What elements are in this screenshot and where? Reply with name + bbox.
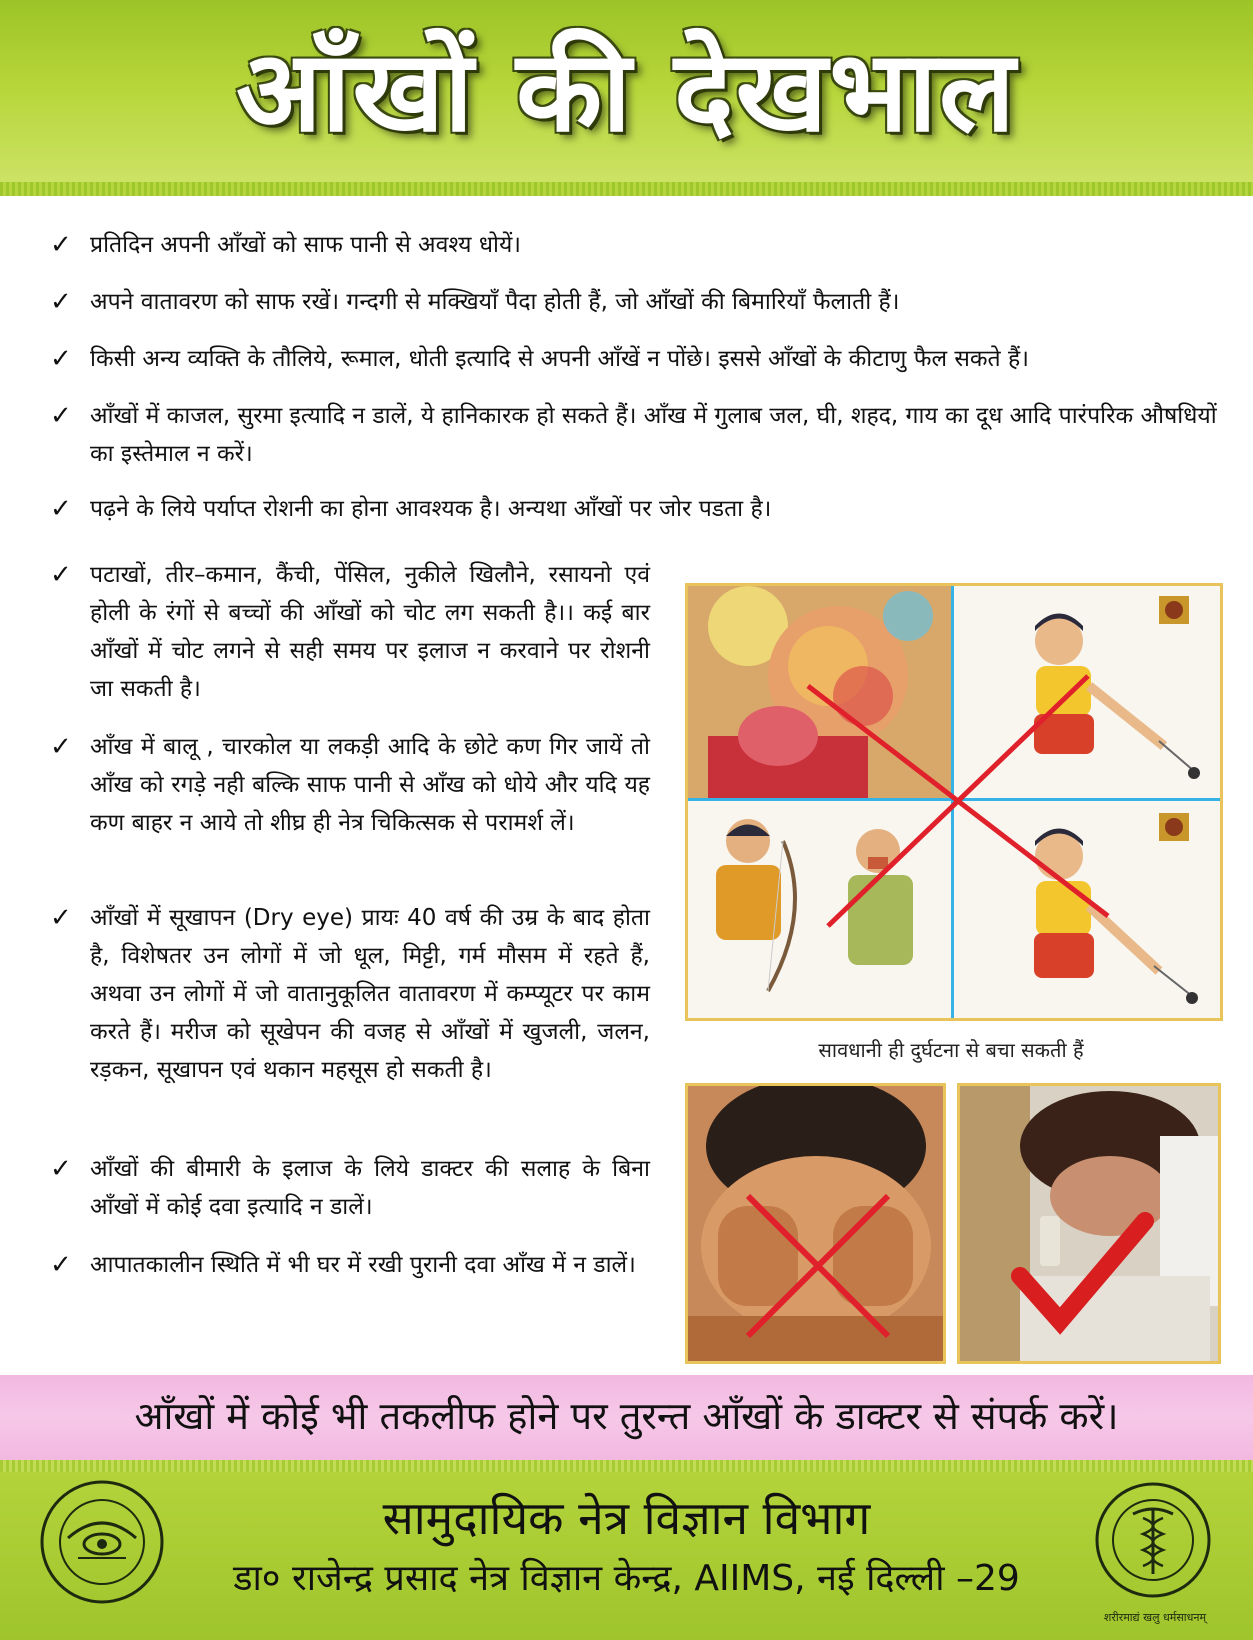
tip-text: पढ़ने के लिये पर्याप्त रोशनी का होना आवश्यक है। अन्यथा आँखों पर जोर पडता है। (90, 496, 772, 522)
tip-text: प्रतिदिन अपनी आँखों को साफ पानी से अवश्य धोयें। (90, 232, 521, 258)
red-cross-mark (688, 586, 1220, 1018)
tip-text: आँखों में सूखापन (Dry eye) प्रायः 40 वर्ष की उम्र के बाद होता है, विशेषतर उन लोगों में जो धूल, मिट्टी, गर्म मौसम में रहते हैं, अथवा उन लोगों में जो वातानुकूलित वातावरण में कम्प्यूटर पर काम करते हैं। मरीज को सूखेपन की वजह से आँखों में खुजली, जलन, रड़कन, सूखापन एवं थकान महसूस हो सकती है। (90, 905, 650, 1083)
check-icon: ✓ (50, 230, 72, 260)
check-icon: ✓ (50, 494, 72, 524)
tip-item (50, 728, 650, 842)
washing-eyes-photo (957, 1083, 1221, 1364)
check-icon: ✓ (50, 1154, 72, 1184)
institute-name: डा० राजेन्द्र प्रसाद नेत्र विज्ञान केन्द्र, AIIMS, नई दिल्ली –29 (233, 1558, 1020, 1599)
tip-item (50, 556, 650, 708)
tip-text: आपातकालीन स्थिति में भी घर में रखी पुरानी दवा आँख में न डालें। (90, 1252, 636, 1278)
tip-item (50, 899, 650, 1089)
tip-item (50, 340, 1230, 378)
tip-text: पटाखों, तीर–कमान, कैंची, पेंसिल, नुकीले खिलौने, रसायनो एवं होली के रंगों से बच्चों की आँखों को चोट लग सकती है।। कई बार आँखों में चोट लगने से सही समय पर इलाज न करवाने पर रोशनी जा सकती है। (90, 562, 650, 702)
tip-item (50, 490, 1230, 528)
tip-item (50, 397, 1230, 473)
aiims-motto: शरीरमाद्यं खलु धर्मसाधनम् (1103, 1611, 1207, 1624)
alert-text: आँखों में कोई भी तकलीफ होने पर तुरन्त आँखों के डाक्टर से संपर्क करें। (134, 1394, 1119, 1438)
tip-text: आँखों में काजल, सुरमा इत्यादि न डालें, ये हानिकारक हो सकते हैं। आँख में गुलाब जल, घी, शहद, गाय का दूध आदि पारंपरिक औषधियों का इस्तेमाल न करें। (90, 403, 1217, 467)
department-name: सामुदायिक नेत्र विज्ञान विभाग (382, 1491, 871, 1545)
tip-text: आँखों की बीमारी के इलाज के लिये डाक्टर की सलाह के बिना आँखों में कोई दवा इत्यादि न डालें। (90, 1156, 650, 1220)
injury-illustration-grid (685, 583, 1223, 1021)
rubbing-eyes-photo (685, 1083, 946, 1364)
check-icon: ✓ (50, 287, 72, 317)
tip-text: आँख में बालू , चारकोल या लकड़ी आदि के छोटे कण गिर जायें तो आँख को रगड़े नही बल्कि साफ पानी से आँख को धोये और यदि यह कण बाहर न आये तो शीघ्र ही नेत्र चिकित्सक से परामर्श लें। (90, 734, 650, 836)
tip-text: अपने वातावरण को साफ रखें। गन्दगी से मक्खियाँ पैदा होती हैं, जो आँखों की बिमारियाँ फैलाती हैं। (90, 289, 900, 315)
check-icon: ✓ (50, 401, 72, 431)
tip-item (50, 283, 1230, 321)
tip-item (50, 1150, 650, 1226)
check-icon: ✓ (50, 903, 72, 933)
footer-banner (0, 1460, 1253, 1640)
tip-item (50, 226, 1230, 264)
tip-item (50, 1246, 650, 1284)
illustration-caption: सावधानी ही दुर्घटना से बचा सकती हैं (818, 1038, 1084, 1062)
header-divider (0, 182, 1253, 196)
check-icon: ✓ (50, 1250, 72, 1280)
rp-centre-seal-logo (38, 1478, 166, 1606)
check-icon: ✓ (50, 560, 72, 590)
footer-divider (0, 1460, 1253, 1472)
check-icon: ✓ (50, 732, 72, 762)
aiims-seal-logo (1088, 1478, 1218, 1608)
check-icon: ✓ (50, 344, 72, 374)
tip-text: किसी अन्य व्यक्ति के तौलिये, रूमाल, धोती इत्यादि से अपनी आँखें न पोंछे। इससे आँखों के कीटाणु फैल सकते हैं। (90, 346, 1029, 372)
page-title: आँखों की देखभाल (236, 26, 1017, 157)
